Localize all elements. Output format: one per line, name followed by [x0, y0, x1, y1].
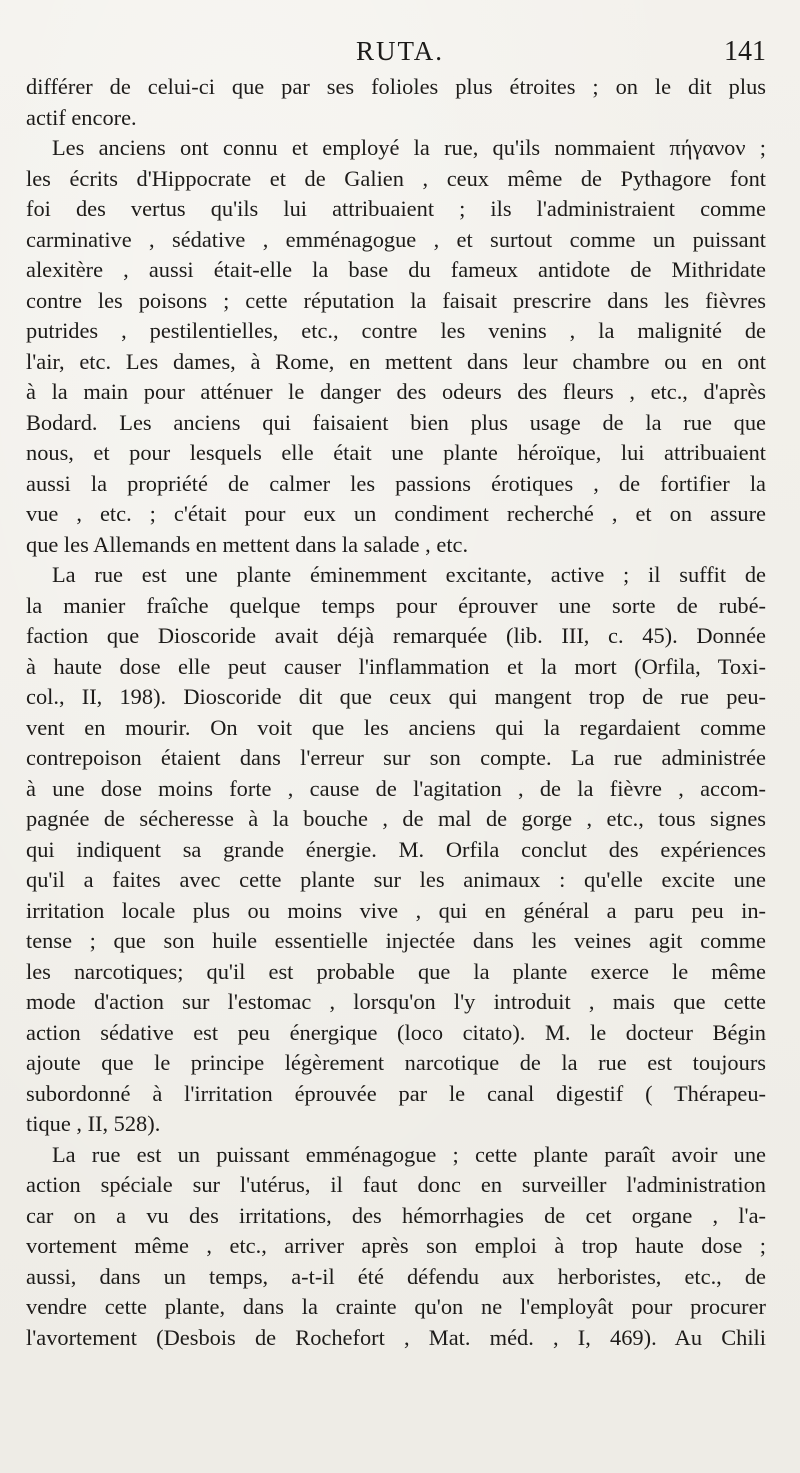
text-line: carminative , sédative , emménagogue , et surtout comme un puissant [26, 226, 766, 252]
text-line: irritation locale plus ou moins vive , qui en général a paru peu in- [26, 897, 766, 923]
text-line: à une dose moins forte , cause de l'agitation , de la fièvre , accom- [26, 775, 766, 801]
text-line: putrides , pestilentielles, etc., contre les venins , la malignité de [26, 318, 766, 343]
text-line: action sédative est peu énergique (loco citato). M. le docteur Bégin [26, 1019, 766, 1045]
page-number: 141 [724, 36, 766, 67]
text-line: à la main pour atténuer le danger des odeurs des fleurs , etc., d'après [26, 379, 766, 404]
text-line: faction que Dioscoride avait déjà remarquée (lib. III, c. 45). Donnée [26, 623, 766, 648]
text-line: col., II, 198). Dioscoride dit que ceux qui mangent trop de rue peu- [26, 684, 766, 709]
paragraph-start-line: La rue est une plante éminemment excitante, active ; il suffit de [52, 562, 766, 587]
text-line: ajoute que le principe légèrement narcotique de la rue est toujours [26, 1050, 766, 1075]
text-line: mode d'action sur l'estomac , lorsqu'on l'y introduit , mais que cette [26, 989, 766, 1014]
text-line: nous, et pour lesquels elle était une plante héroïque, lui attribuaient [26, 440, 766, 465]
text-line: actif encore. [26, 104, 137, 130]
text-line: alexitère , aussi était-elle la base du fameux antidote de Mithridate [26, 257, 766, 282]
text-line: la manier fraîche quelque temps pour éprouver une sorte de rubé- [26, 592, 766, 618]
text-line: que les Allemands en mettent dans la salade , etc. [26, 531, 469, 557]
paragraph-start-line: La rue est un puissant emménagogue ; cette plante paraît avoir une [52, 1141, 766, 1167]
body-text [26, 72, 766, 1353]
text-line: qui indiquent sa grande énergie. M. Orfila conclut des expériences [26, 836, 766, 862]
text-line: vortement même , etc., arriver après son emploi à trop haute dose ; [26, 1233, 766, 1258]
text-line: tique , II, 528). [26, 1111, 161, 1136]
text-line: aussi, dans un temps, a-t-il été défendu aux herboristes, etc., de [26, 1263, 766, 1289]
text-line: subordonné à l'irritation éprouvée par le canal digestif ( Thérapeu- [26, 1080, 766, 1106]
text-line: qu'il a faites avec cette plante sur les animaux : qu'elle excite une [26, 867, 766, 892]
text-line: tense ; que son huile essentielle injectée dans les veines agit comme [26, 928, 766, 953]
text-line: pagnée de sécheresse à la bouche , de mal de gorge , etc., tous signes [26, 806, 766, 831]
text-line: aussi la propriété de calmer les passions érotiques , de fortifier la [26, 470, 766, 496]
text-line: différer de celui-ci que par ses folioles plus étroites ; on le dit plus [26, 74, 766, 99]
text-line: contrepoison étaient dans l'erreur sur son compte. La rue administrée [26, 745, 766, 770]
text-line: contre les poisons ; cette réputation la faisait prescrire dans les fièvres [26, 287, 766, 313]
text-line: les narcotiques; qu'il est probable que la plante exerce le même [26, 958, 766, 984]
text-line: vent en mourir. On voit que les anciens qui la regardaient comme [26, 714, 766, 740]
paragraph-start-line: Les anciens ont connu et employé la rue, qu'ils nommaient πήγανον ; [52, 135, 766, 160]
text-line: l'avortement (Desbois de Rochefort , Mat. méd. , I, 469). Au Chili [26, 1324, 766, 1350]
text-line: l'air, etc. Les dames, à Rome, en mettent dans leur chambre ou en ont [26, 348, 766, 374]
page-header [0, 36, 800, 76]
text-line: vue , etc. ; c'était pour eux un condiment recherché , et on assure [26, 501, 766, 526]
text-line: Bodard. Les anciens qui faisaient bien plus usage de la rue que [26, 409, 766, 435]
text-line: les écrits d'Hippocrate et de Galien , ceux même de Pythagore font [26, 165, 766, 191]
text-line: action spéciale sur l'utérus, il faut donc en surveiller l'administration [26, 1172, 766, 1197]
text-line: foi des vertus qu'ils lui attribuaient ; ils l'administraient comme [26, 196, 766, 221]
running-head: RUTA. [355, 36, 445, 66]
text-line: à haute dose elle peut causer l'inflammation et la mort (Orfila, Toxi- [26, 653, 766, 679]
text-line: car on a vu des irritations, des hémorrhagies de cet organe , l'a- [26, 1202, 766, 1228]
text-line: vendre cette plante, dans la crainte qu'on ne l'employât pour procurer [26, 1294, 766, 1319]
